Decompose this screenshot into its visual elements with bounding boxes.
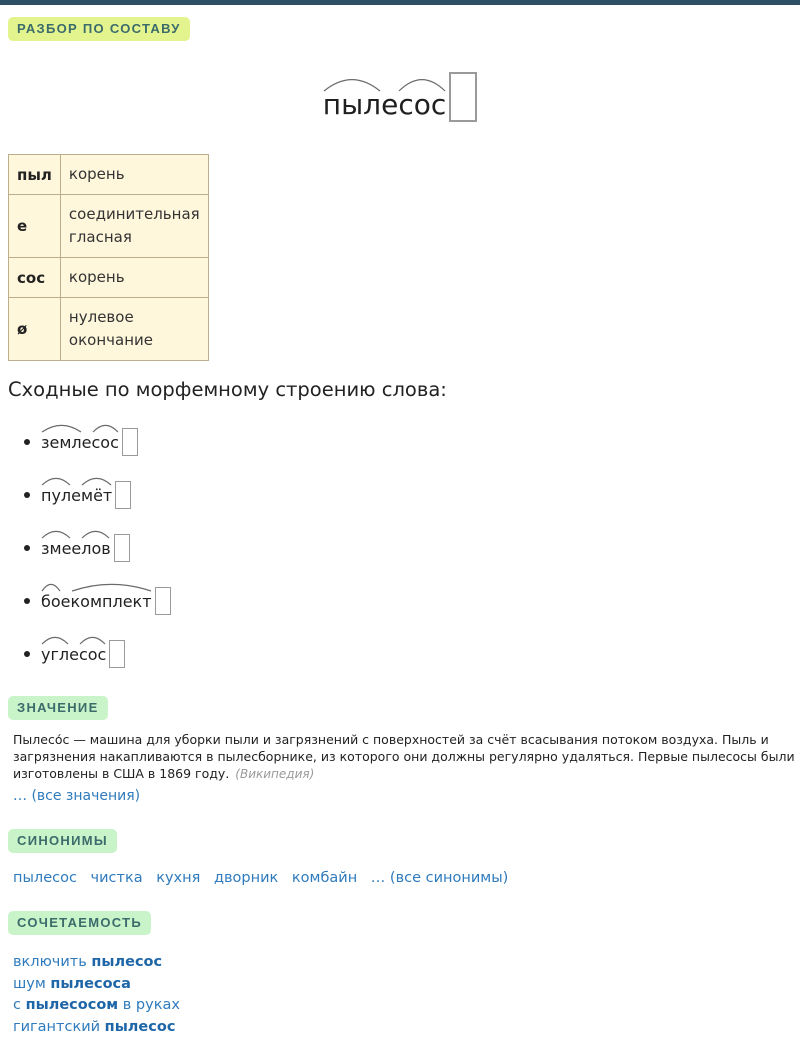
headword-morpheme-word [323,72,477,122]
headword [0,72,800,122]
root-segment: лов [81,536,110,562]
meaning-text [13,731,800,783]
bullet [24,492,30,498]
root-segment: сос [92,430,119,456]
root-arc [41,637,69,644]
meaning-source: (Википедия) [235,767,314,781]
top-bar [0,0,800,5]
collocation-link[interactable]: с пылесосом в руках [13,995,180,1017]
synonym-link[interactable]: кухня [156,870,200,886]
morpheme-table [8,154,209,361]
synonym-link[interactable]: комбайн [292,870,357,886]
list-item[interactable] [24,477,171,530]
root-segment: мёт [81,483,112,509]
morpheme-section-tag: РАЗБОР ПО СОСТАВУ [8,17,190,41]
similar-word-link[interactable] [41,587,171,615]
root-arc [41,425,82,432]
zero-ending-box [155,587,171,615]
root-segment: пыл [323,88,381,122]
root-arc [41,478,71,485]
table-row [9,298,209,361]
root-segment: угл [41,642,69,668]
connector-segment: е [381,88,398,122]
synonyms-list [13,870,517,886]
root-arc [79,637,106,644]
table-row [9,258,209,298]
root-segment: земл [41,430,82,456]
morpheme-cell: ø [9,298,61,361]
bullet [24,598,30,604]
table-row [9,195,209,258]
root-arc [92,425,119,432]
root-arc [41,531,71,538]
morpheme-cell: е [9,195,61,258]
root-segment: зме [41,536,71,562]
synonym-link[interactable]: чистка [91,870,143,886]
zero-ending-box [449,72,477,122]
all-synonyms-link[interactable]: … (все синонимы) [371,870,509,886]
root-segment: бо [41,589,61,615]
zero-ending-box [109,640,125,668]
list-item[interactable] [24,424,171,477]
synonyms-section-tag: СИНОНИМЫ [8,829,117,853]
morpheme-description: соединительная гласная [60,195,208,258]
collocations-list [13,952,180,1038]
root-segment: сос [398,88,446,122]
similar-word-link[interactable] [41,534,130,562]
morpheme-cell: пыл [9,155,61,195]
collocation-link[interactable]: включить пылесос [13,952,180,974]
morpheme-description: нулевое окончание [60,298,208,361]
zero-ending-box [115,481,131,509]
bullet [24,439,30,445]
connector-segment: е [69,642,79,668]
collocations-section-tag: СОЧЕТАЕМОСТЬ [8,911,151,935]
morpheme-description: корень [60,155,208,195]
collocation-link[interactable]: шум пылесоса [13,974,180,996]
list-item[interactable] [24,583,171,636]
morpheme-cell: сос [9,258,61,298]
root-arc [81,478,112,485]
synonym-link[interactable]: дворник [214,870,278,886]
meaning-definition: Пылесо́с — машина для уборки пыли и загрязнений с поверхностей за счёт всасывания потоком воздуха. Пыль и загрязнения накапливаются в пылесборнике, из которого они должны регулярно удаляться. Первые пылесосы были изготовлены в США в 1869 году. [13,732,795,781]
root-arc [41,584,61,591]
morpheme-description: корень [60,258,208,298]
root-segment: сос [79,642,106,668]
connector-segment: е [82,430,92,456]
similar-word-link[interactable] [41,428,138,456]
similar-words-heading: Сходные по морфемному строению слова: [8,378,447,401]
root-arc [398,79,446,91]
synonym-link[interactable]: пылесос [13,870,77,886]
table-row [9,155,209,195]
zero-ending-box [122,428,138,456]
root-arc [71,584,152,591]
connector-segment: е [61,589,71,615]
connector-segment: е [71,536,81,562]
similar-word-link[interactable] [41,640,125,668]
list-item[interactable] [24,636,171,689]
bullet [24,545,30,551]
root-arc [323,79,381,91]
connector-segment: е [71,483,81,509]
root-segment: комплект [71,589,152,615]
zero-ending-box [114,534,130,562]
meaning-section-tag: ЗНАЧЕНИЕ [8,696,108,720]
collocation-link[interactable]: гигантский пылесос [13,1017,180,1038]
similar-word-link[interactable] [41,481,131,509]
all-meanings-link[interactable]: … (все значения) [13,788,140,804]
similar-words-list [24,424,171,689]
list-item[interactable] [24,530,171,583]
root-arc [81,531,110,538]
bullet [24,651,30,657]
root-segment: пул [41,483,71,509]
